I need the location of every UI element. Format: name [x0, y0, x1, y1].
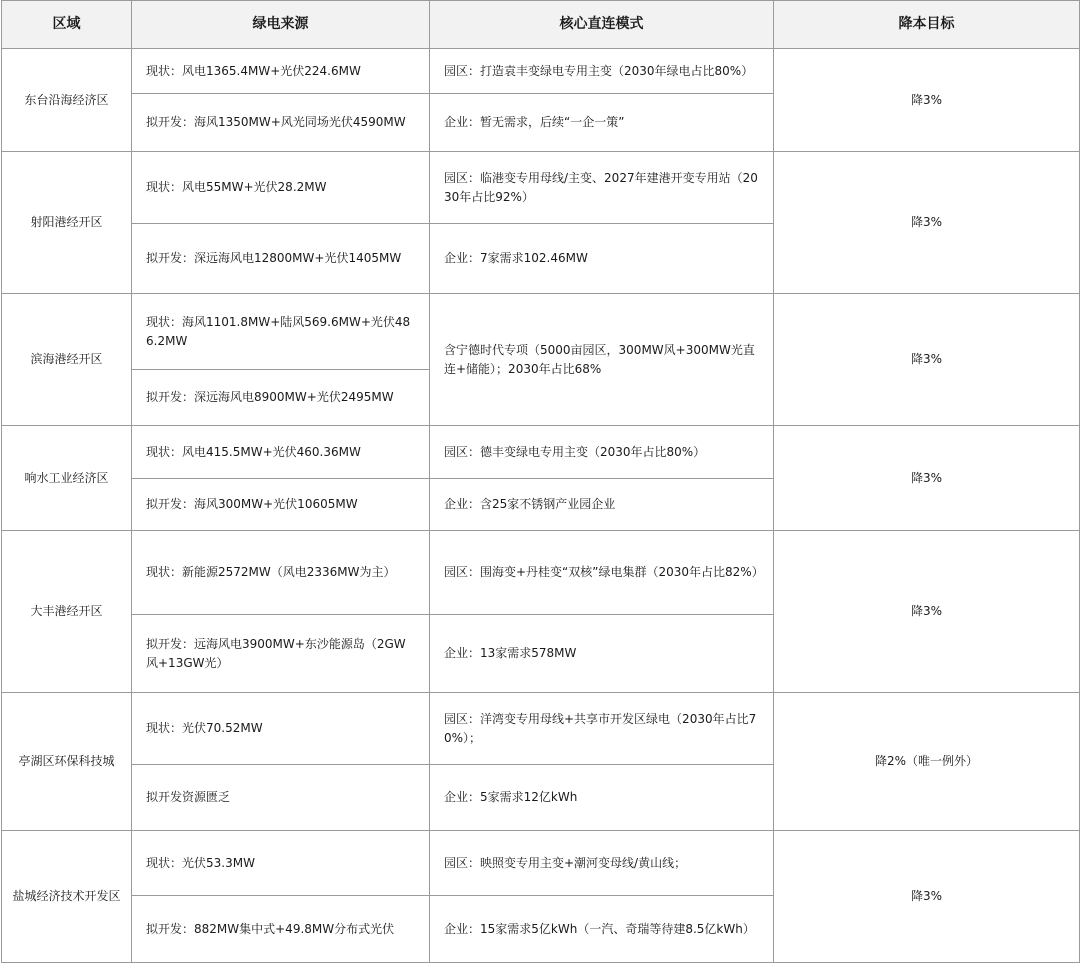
header-source: 绿电来源: [132, 1, 430, 49]
mode-park-cell: 园区：围海变+丹桂变“双核”绿电集群（2030年占比82%）: [430, 531, 774, 615]
region-cell: 盐城经济技术开发区: [2, 831, 132, 963]
region-cell: 亭湖区环保科技城: [2, 693, 132, 831]
region-cell: 响水工业经济区: [2, 426, 132, 531]
region-cell: 大丰港经开区: [2, 531, 132, 693]
mode-park-cell: 园区：映照变专用主变+潮河变母线/黄山线；: [430, 831, 774, 896]
target-cell: 降3%: [774, 426, 1080, 531]
table-row: [2, 152, 1080, 224]
region-cell: 东台沿海经济区: [2, 49, 132, 152]
region-cell: 射阳港经开区: [2, 152, 132, 294]
table-row: [2, 426, 1080, 479]
header-target: 降本目标: [774, 1, 1080, 49]
source-current-cell: 现状：风电55MW+光伏28.2MW: [132, 152, 430, 224]
mode-park-cell: 园区：德丰变绿电专用主变（2030年占比80%）: [430, 426, 774, 479]
table-row: [2, 531, 1080, 615]
mode-enterprise-cell: 企业：含25家不锈钢产业园企业: [430, 479, 774, 531]
mode-park-cell: 园区：洋湾变专用母线+共享市开发区绿电（2030年占比70%）；: [430, 693, 774, 765]
source-planned-cell: 拟开发：远海风电3900MW+东沙能源岛（2GW风+13GW光）: [132, 615, 430, 693]
target-cell: 降3%: [774, 294, 1080, 426]
target-cell: 降3%: [774, 531, 1080, 693]
mode-enterprise-cell: 企业：13家需求578MW: [430, 615, 774, 693]
source-current-cell: 现状：光伏53.3MW: [132, 831, 430, 896]
source-planned-cell: 拟开发：深远海风电12800MW+光伏1405MW: [132, 224, 430, 294]
table-row: [2, 831, 1080, 896]
target-cell: 降2%（唯一例外）: [774, 693, 1080, 831]
mode-park-cell: 园区：打造袁丰变绿电专用主变（2030年绿电占比80%）: [430, 49, 774, 94]
mode-park-cell: 园区：临港变专用母线/主变、2027年建港开变专用站（2030年占比92%）: [430, 152, 774, 224]
source-current-cell: 现状：风电415.5MW+光伏460.36MW: [132, 426, 430, 479]
target-cell: 降3%: [774, 49, 1080, 152]
green-power-table: [1, 0, 1080, 963]
header-region: 区域: [2, 1, 132, 49]
table-row: [2, 49, 1080, 94]
mode-enterprise-cell: 企业：15家需求5亿kWh（一汽、奇瑞等待建8.5亿kWh）: [430, 896, 774, 963]
mode-merged-cell: 含宁德时代专项（5000亩园区，300MW风+300MW光直连+储能）；2030年占比68%: [430, 294, 774, 426]
mode-enterprise-cell: 企业：7家需求102.46MW: [430, 224, 774, 294]
source-current-cell: 现状：海风1101.8MW+陆风569.6MW+光伏486.2MW: [132, 294, 430, 370]
source-current-cell: 现状：新能源2572MW（风电2336MW为主）: [132, 531, 430, 615]
source-planned-cell: 拟开发：海风300MW+光伏10605MW: [132, 479, 430, 531]
source-planned-cell: 拟开发：深远海风电8900MW+光伏2495MW: [132, 370, 430, 426]
source-current-cell: 现状：风电1365.4MW+光伏224.6MW: [132, 49, 430, 94]
source-current-cell: 现状：光伏70.52MW: [132, 693, 430, 765]
header-mode: 核心直连模式: [430, 1, 774, 49]
region-cell: 滨海港经开区: [2, 294, 132, 426]
target-cell: 降3%: [774, 152, 1080, 294]
source-planned-cell: 拟开发：海风1350MW+风光同场光伏4590MW: [132, 94, 430, 152]
mode-enterprise-cell: 企业：暂无需求，后续“一企一策”: [430, 94, 774, 152]
mode-enterprise-cell: 企业：5家需求12亿kWh: [430, 765, 774, 831]
source-planned-cell: 拟开发：882MW集中式+49.8MW分布式光伏: [132, 896, 430, 963]
source-planned-cell: 拟开发资源匮乏: [132, 765, 430, 831]
target-cell: 降3%: [774, 831, 1080, 963]
header-row: [2, 1, 1080, 49]
table-row: [2, 294, 1080, 370]
table-row: [2, 693, 1080, 765]
